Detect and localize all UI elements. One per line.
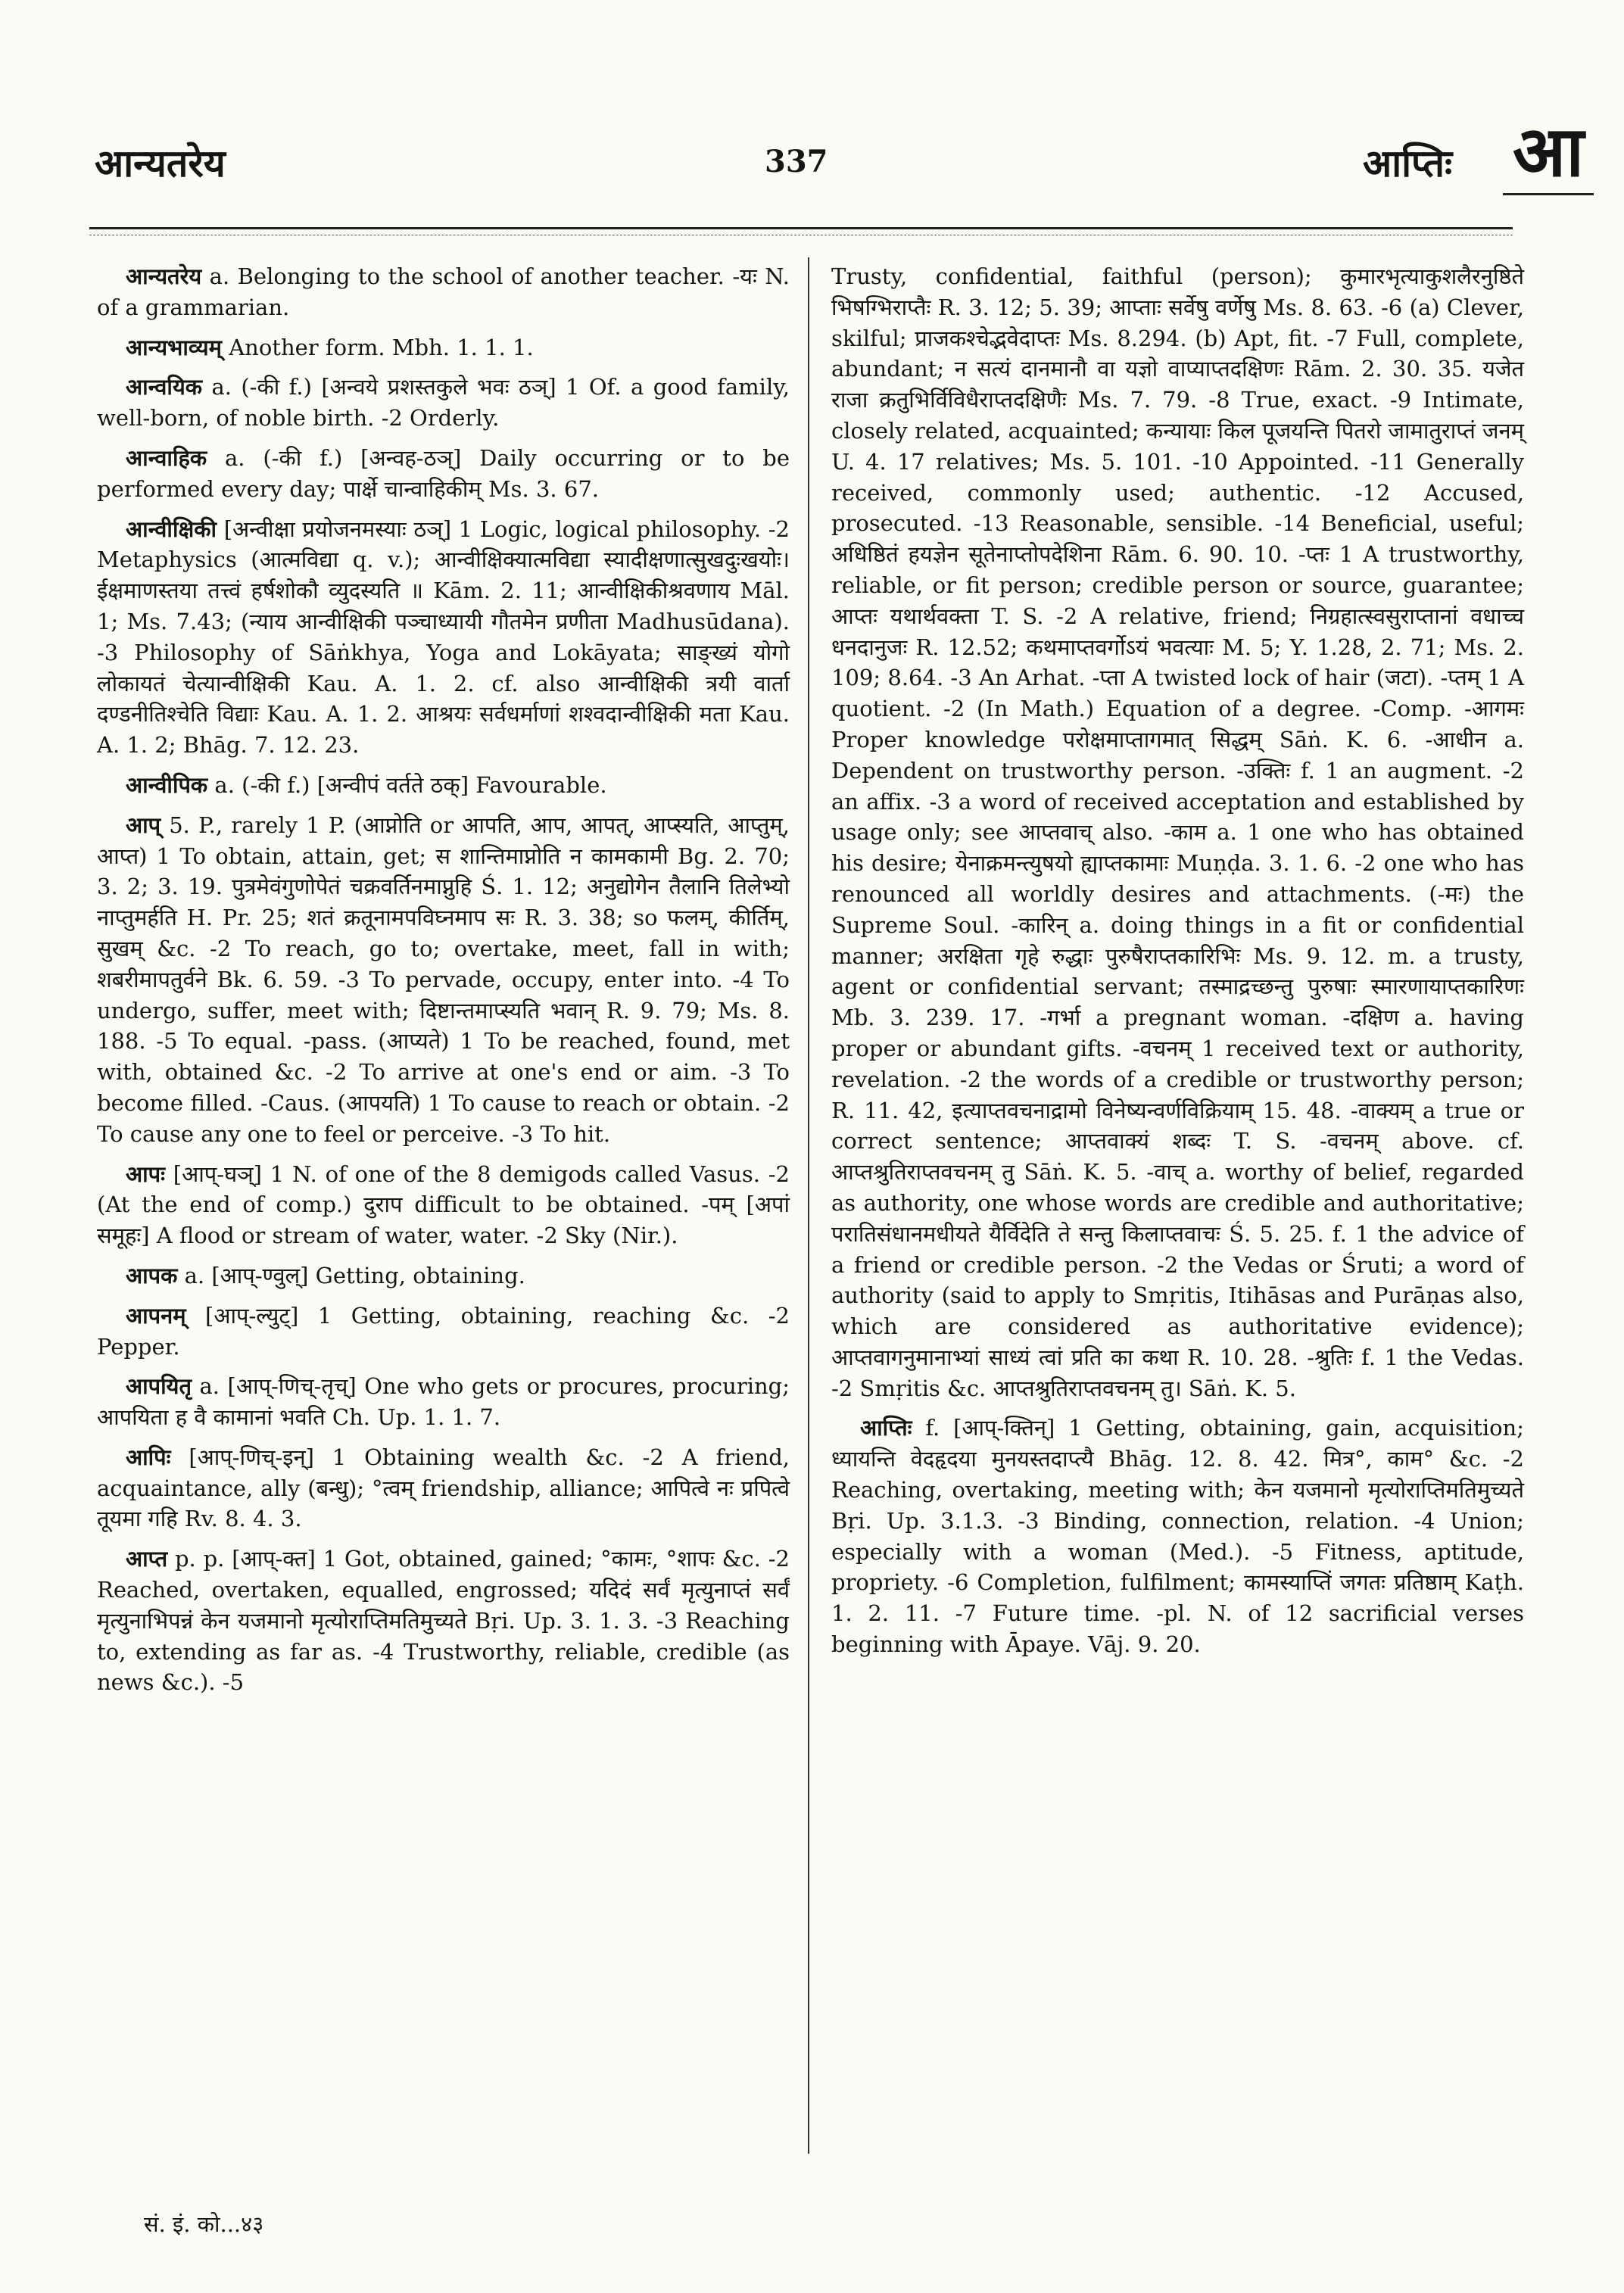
header-right-guide-word: आप्तिः (1363, 141, 1453, 185)
entry-definition: a. (-की f.) [अन्वये प्रशस्तकुले भवः ठञ्] 1 Of. a good family, well-born, of noble birth. -2 Orderly. (97, 374, 790, 431)
entry-headword: आन्वीपिक (126, 771, 208, 798)
dictionary-entry (97, 1544, 790, 1698)
header-left-guide-word: आन्यतरेय (95, 141, 226, 185)
dictionary-entry (97, 810, 790, 1150)
entry-definition: a. [आप्-णिच्-तृच्] One who gets or procures, procuring; आपयिता ह वै कामानां भवति Ch. Up. 1. 1. 7. (97, 1373, 790, 1431)
entry-headword: आपनम् (126, 1302, 186, 1329)
dictionary-entry (97, 1442, 790, 1534)
entry-definition: [अन्वीक्षा प्रयोजनमस्याः ठञ्] 1 Logic, logical philosophy. -2 Metaphysics (आत्मविद्या q. v.); आन्वीक्षिक्यात्मविद्या स्यादीक्षणात्सुखदुःखयोः। ईक्षमाणस्तया तत्त्वं हर्षशोकौ व्युदस्यति ॥ Kām. 2. 11; आन्वीक्षिकीश्रवणाय Māl. 1; Ms. 7.43; (न्याय आन्वीक्षिकी पञ्चाध्यायी गौतमेन प्रणीता Madhusūdana). -3 Philosophy of Sāṅkhya, Yoga and Lokāyata; साङ्ख्यं योगो लोकायतं चेत्यान्वीक्षिकी Kau. A. 1. 2. cf. also आन्वीक्षिकी त्रयी वार्ता दण्डनीतिश्चेति विद्याः Kau. A. 1. 2. आश्रयः सर्वधर्माणां शश्वदान्वीक्षिकी मता Kau. A. 1. 2; Bhāg. 7. 12. 23. (97, 516, 790, 759)
entry-headword: आपिः (126, 1444, 171, 1470)
dictionary-entry (97, 514, 790, 761)
dictionary-entry (97, 770, 790, 801)
dictionary-entry (97, 261, 790, 323)
page-number: 337 (765, 144, 828, 179)
entry-headword: आपः (126, 1161, 165, 1187)
dictionary-entry (831, 261, 1524, 1404)
entry-definition: [आप्-ल्युट्] 1 Getting, obtaining, reaching &c. -2 Pepper. (97, 1302, 790, 1360)
header-rule (89, 227, 1513, 229)
entry-headword: आप्तिः (860, 1415, 912, 1441)
entry-definition: a. Belonging to the school of another teacher. -यः N. of a grammarian. (97, 263, 790, 320)
page-header (0, 0, 1624, 250)
signature-mark: सं. इं. को...४३ (144, 2211, 264, 2237)
entry-headword: आपक (126, 1262, 178, 1288)
dictionary-entry (97, 1159, 790, 1251)
entry-definition: a. (-की f.) [अन्वह-ठञ्] Daily occurring or to be performed every day; पार्क्षे चान्वाहिकीम् Ms. 3. 67. (97, 444, 790, 502)
entry-definition: [आप्-घञ्] 1 N. of one of the 8 demigods called Vasus. -2 (At the end of comp.) दुराप difficult to be obtained. -पम् [अपां समूहः] A flood or stream of water, water. -2 Sky (Nir.). (97, 1161, 790, 1249)
entry-headword: आन्यभाव्यम् (126, 334, 222, 360)
section-letter-box: आ (1503, 110, 1594, 195)
entry-headword: आप् (126, 812, 161, 838)
entry-definition: Trusty, confidential, faithful (person); कुमारभृत्याकुशलैरनुष्ठिते भिषग्भिराप्तैः R. 3. 12; 5. 39; आप्ताः सर्वेषु वर्णेषु Ms. 8. 63. -6 (a) Clever, skilful; प्राजकश्चेद्भवेदाप्तः Ms. 8.294. (b) Apt, fit. -7 Full, complete, abundant; न सत्यं दानमानौ वा यज्ञो वाप्याप्तदक्षिणः Rām. 2. 30. 35. यजेत राजा क्रतुभिर्विविधैराप्तदक्षिणैः Ms. 7. 79. -8 True, exact. -9 Intimate, closely related, acquainted; कन्यायाः किल पूजयन्ति पितरो जामातुराप्तं जनम् U. 4. 17 relatives; Ms. 5. 101. -10 Appointed. -11 Generally received, commonly used; authentic. -12 Accused, prosecuted. -13 Reasonable, sensible. -14 Beneficial, useful; अधिष्ठितं हयज्ञेन सूतेनाप्तोपदेशिना Rām. 6. 90. 10. -प्तः 1 A trustworthy, reliable, or fit person; credible person or source, guarantee; आप्तः यथार्थवक्ता T. S. -2 A relative, friend; निग्रहात्स्वसुराप्तानां वधाच्च धनदानुजः R. 12.52; कथमाप्तवर्गोऽयं भवत्याः M. 5; Y. 1.28, 2. 71; Ms. 2. 109; 8.64. -3 An Arhat. -प्ता A twisted lock of hair (जटा). -प्तम् 1 A quotient. -2 (In Math.) Equation of a degree. -Comp. -आगमः Proper knowledge परोक्षमाप्तागमात् सिद्धम् Sāṅ. K. 6. -आधीन a. Dependent on trustworthy person. -उक्तिः f. 1 an augment. -2 an affix. -3 a word of received acceptation and established by usage only; see आप्तवाच् also. -काम a. 1 one who has obtained his desire; येनाक्रमन्त्युषयो ह्याप्तकामाः Muṇḍa. 3. 1. 6. -2 one who has renounced all worldly desires and attachments. (-मः) the Supreme Soul. -कारिन् a. doing things in a fit or confidential manner; अरक्षिता गृहे रुद्धाः पुरुषैराप्तकारिभिः Ms. 9. 12. m. a trusty, agent or confidential servant; तस्माद्रच्छन्तु पुरुषाः स्मारणायाप्तकारिणः Mb. 3. 239. 17. -गर्भा a pregnant woman. -दक्षिण a. having proper or abundant gifts. -वचनम् 1 received text or authority, revelation. -2 the words of a credible or trustworthy person; R. 11. 42, इत्याप्तवचनाद्रामो विनेष्यन्वर्णविक्रियाम् 15. 48. -वाक्यम् a true or correct sentence; आप्तवाक्यं शब्दः T. S. -वचनम् above. cf. आप्तश्रुतिराप्तवचनम् तु Sāṅ. K. 5. -वाच् a. worthy of belief, regarded as authority, one whose words are credible and authoritative; परातिसंधानमधीयते यैर्विदेति ते सन्तु किलाप्तवाचः Ś. 5. 25. f. 1 the advice of a friend or credible person. -2 the Vedas or Śruti; a word of authority (said to apply to Smṛitis, Itihāsas and Purāṇas also, which are considered as authoritative evidence); आप्तवागनुमानाभ्यां साध्यं त्वां प्रति का कथा R. 10. 28. -श्रुतिः f. 1 the Vedas. -2 Smṛitis &c. आप्तश्रुतिराप्तवचनम् तु। Sāṅ. K. 5. (831, 263, 1524, 1401)
entry-headword: आप्त (126, 1546, 168, 1572)
entry-headword: आपयितृ (126, 1373, 192, 1400)
entry-definition: a. (-की f.) [अन्वीपं वर्तते ठक्] Favourable. (207, 771, 607, 798)
entry-definition: a. [आप्-ण्वुल्] Getting, obtaining. (177, 1262, 525, 1288)
dictionary-entry (831, 1413, 1524, 1659)
entry-definition: p. p. [आप्-क्त] 1 Got, obtained, gained; °कामः, °शापः &c. -2 Reached, overtaken, equalled, engrossed; यदिदं सर्वं मृत्युनाप्तं सर्वं मृत्युनाभिपन्नं केन यजमानो मृत्योराप्तिमतिमुच्यते Bṛi. Up. 3. 1. 3. -3 Reaching to, extending as far as. -4 Trustworthy, reliable, credible (as news &c.). -5 (97, 1546, 790, 1696)
dictionary-entry (97, 1371, 790, 1433)
entry-definition: 5. P., rarely 1 P. (आप्नोति or आपति, आप, आपत्, आप्स्यति, आप्तुम्, आप्त) 1 To obtain, attain, get; स शान्तिमाप्नोति न कामकामी Bg. 2. 70; 3. 2; 3. 19. पुत्रमेवंगुणोपेतं चक्रवर्तिनमाप्नुहि Ś. 1. 12; अनुद्योगेन तैलानि तिलेभ्यो नाप्तुमर्हति H. Pr. 25; शतं क्रतूनामपविघ्नमाप सः R. 3. 38; so फलम्, कीर्तिम्, सुखम् &c. -2 To reach, go to; overtake, meet, fall in with; शबरीमापतुर्वने Bk. 6. 59. -3 To pervade, occupy, enter into. -4 To undergo, suffer, meet with; दिष्टान्तमाप्स्यति भवान् R. 9. 79; Ms. 8. 188. -5 To equal. -pass. (आप्यते) 1 To be reached, found, met with, obtained &c. -2 To arrive at one's end or aim. -3 To become filled. -Caus. (आपयति) 1 To cause to reach or obtain. -2 To cause any one to feel or perceive. -3 To hit. (97, 812, 790, 1147)
dictionary-entry (97, 372, 790, 434)
entry-definition: Another form. Mbh. 1. 1. 1. (222, 334, 534, 360)
dictionary-entry (97, 1301, 790, 1363)
entry-definition: [आप्-णिच्-इन्] 1 Obtaining wealth &c. -2 A friend, acquaintance, ally (बन्धु); °त्वम् friendship, alliance; आपित्वे नः प्रपित्वे तूयमा गहि Rv. 8. 4. 3. (97, 1444, 790, 1532)
dictionary-entry (97, 443, 790, 505)
entry-definition: f. [आप्-क्तिन्] 1 Getting, obtaining, gain, acquisition; ध्यायन्ति वेदहृदया मुनयस्तदाप्त्यै Bhāg. 12. 8. 42. मित्र°, काम° &c. -2 Reaching, overtaking, meeting with; केन यजमानो मृत्योराप्तिमतिमुच्यते Bṛi. Up. 3.1.3. -3 Binding, connection, relation. -4 Union; especially with a woman (Med.). -5 Fitness, aptitude, propriety. -6 Completion, fulfilment; कामस्याप्तिं जगतः प्रतिष्ठाम् Kaṭh. 1. 2. 11. -7 Future time. -pl. N. of 12 sacrificial verses beginning with Āpaye. Vāj. 9. 20. (831, 1415, 1524, 1658)
dictionary-entry (97, 1260, 790, 1291)
entry-headword: आन्वयिक (126, 374, 203, 400)
entry-headword: आन्वीक्षिकी (126, 516, 217, 542)
dictionary-entry (97, 332, 790, 363)
entry-headword: आन्वाहिक (126, 444, 207, 471)
entry-headword: आन्यतरेय (126, 263, 202, 289)
right-column (831, 261, 1524, 1669)
column-divider (808, 257, 809, 2154)
left-column (97, 261, 790, 1707)
